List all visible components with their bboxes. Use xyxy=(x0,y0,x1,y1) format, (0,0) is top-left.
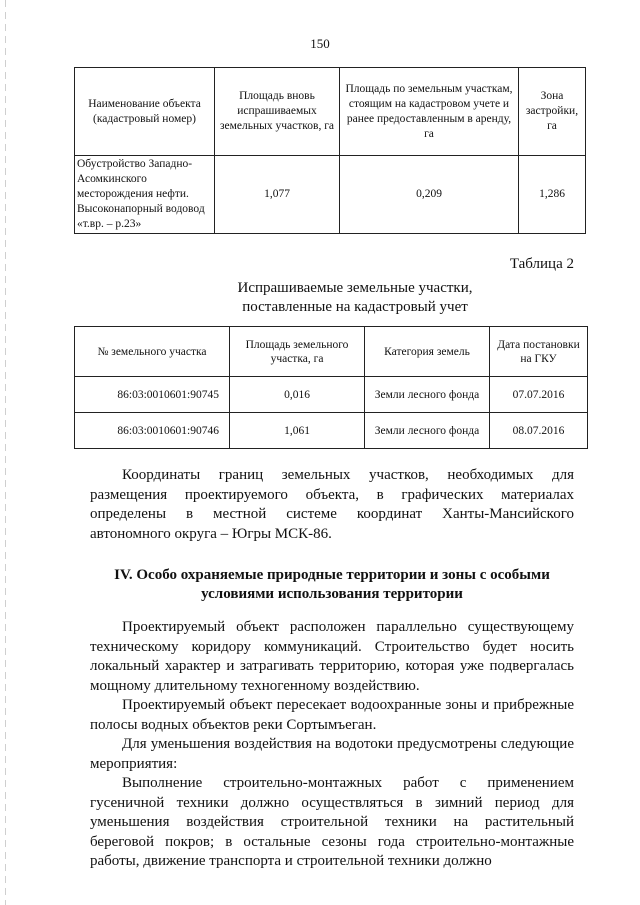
section-heading-line: условиями использования территории xyxy=(201,586,463,602)
table-header-row xyxy=(75,68,586,156)
header-cell: Площадь по земельным участкам, стоящим на кадастровом учете и ранее предоставленным в аренду, га xyxy=(340,68,519,156)
table-cell: 86:03:0010601:90746 xyxy=(75,413,230,449)
table-cell: 1,286 xyxy=(519,156,586,234)
table-cell: Земли лесного фонда xyxy=(365,413,490,449)
paragraph: Координаты границ земельных участков, необходимых для размещения проектируемого объекта, в графических материалах определены в местной системе координат Ханты-Мансийского автономного округа – Югры МСК-86. xyxy=(90,467,574,542)
table-cell: Земли лесного фонда xyxy=(365,377,490,413)
section-heading-line: IV. Особо охраняемые природные территории и зоны с особыми xyxy=(114,567,550,583)
table-title-line: Испрашиваемые земельные участки, xyxy=(237,280,473,296)
table-row xyxy=(75,156,586,234)
table-cell: 08.07.2016 xyxy=(490,413,588,449)
table-cell: 0,209 xyxy=(340,156,519,234)
scan-edge-line xyxy=(5,0,6,905)
paragraph: Проектируемый объект расположен параллельно существующему техническому коридору коммуникаций. Строительство будет носить локальный характер и затрагивать территорию, которая уже подвергалась мощному длительному техногенному воздействию. xyxy=(90,619,574,694)
header-cell: Зона застройки, га xyxy=(519,68,586,156)
table-row xyxy=(75,377,588,413)
page-number: 150 xyxy=(310,36,330,51)
section-heading xyxy=(90,566,574,604)
object-name-cell: Обустройство Западно-Асомкинского месторождения нефти. Высоконапорный водовод «т.вр. – р.23» xyxy=(75,156,215,234)
header-cell: № земельного участка xyxy=(75,327,230,377)
table-header-row xyxy=(75,327,588,377)
table-cell: 07.07.2016 xyxy=(490,377,588,413)
table-title xyxy=(0,279,640,317)
table-cell: 0,016 xyxy=(230,377,365,413)
table-cell: 1,061 xyxy=(230,413,365,449)
body-text xyxy=(90,618,574,872)
header-cell: Площадь земельного участка, га xyxy=(230,327,365,377)
header-cell: Наименование объекта (кадастровый номер) xyxy=(75,68,215,156)
table-cell: 86:03:0010601:90745 xyxy=(75,377,230,413)
header-cell: Дата постановки на ГКУ xyxy=(490,327,588,377)
table-row xyxy=(75,413,588,449)
cadastral-table xyxy=(74,326,588,449)
paragraph: Проектируемый объект пересекает водоохранные зоны и прибрежные полосы водных объектов реки Сортымъеган. xyxy=(90,697,574,733)
paragraph: Выполнение строительно-монтажных работ с применением гусеничной техники должно осуществляться в зимний период для уменьшения воздействия строительной техники на растительный береговой покров; в остальные сезоны года строительно-монтажные работы, движение транспорта и строительной техники должно xyxy=(90,775,574,869)
table-label: Таблица 2 xyxy=(509,256,574,272)
header-cell: Площадь вновь испрашиваемых земельных участков, га xyxy=(215,68,340,156)
table-title-line: поставленные на кадастровый учет xyxy=(242,299,468,315)
land-area-table xyxy=(74,67,586,234)
coords-paragraph-block xyxy=(90,466,574,544)
table-cell: 1,077 xyxy=(215,156,340,234)
header-cell: Категория земель xyxy=(365,327,490,377)
paragraph: Для уменьшения воздействия на водотоки предусмотрены следующие мероприятия: xyxy=(90,736,574,772)
